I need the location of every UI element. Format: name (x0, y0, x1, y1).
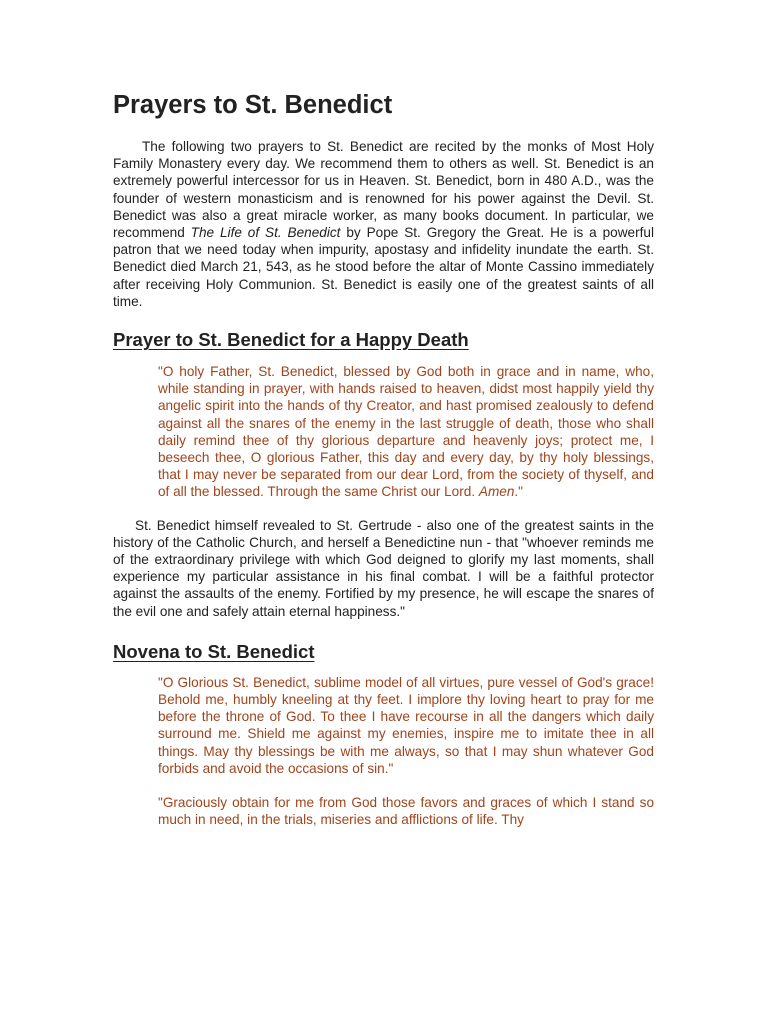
intro-text-part2: by Pope St. Gregory the Great. He is a powerful patron that we need today when impurity, apostasy and infidelity inundate the earth. St. Benedict died March 21, 543, as he stood before the altar of Monte Cassino immediately after receiving Holy Communion. St. Benedict is easily one of the greatest saints of all time. (113, 225, 654, 309)
page-title: Prayers to St. Benedict (113, 91, 393, 119)
prayer-happy-death-close: ." (514, 484, 524, 500)
novena-prayer-2: "Graciously obtain for me from God those favors and graces of which I stand so much in need, in the trials, miseries and afflictions of life. Thy (158, 795, 654, 828)
section-heading-novena: Novena to St. Benedict (113, 640, 315, 662)
prayer-happy-death (158, 363, 654, 501)
prayer-amen: Amen (478, 484, 515, 500)
intro-paragraph (113, 138, 654, 310)
intro-text-part1: The following two prayers to St. Benedict are recited by the monks of Most Holy Family Monastery every day. We recommend them to others as well. St. Benedict is an extremely powerful intercessor for us in Heaven. St. Benedict, born in 480 A.D., was the founder of western monasticism and is renowned for his power against the Devil. St. Benedict was also a great miracle worker, as many books document. In particular, we recommend (113, 139, 654, 241)
book-title: The Life of St. Benedict (190, 225, 341, 241)
prayer-happy-death-text: "O holy Father, St. Benedict, blessed by God both in grace and in name, who, while standing in prayer, with hands raised to heaven, didst most happily yield thy angelic spirit into the hands of thy Creator, and hast promised zealously to defend against all the snares of the enemy in the last struggle of death, those who shall daily remind thee of thy glorious departure and heavenly joys; protect me, I beseech thee, O glorious Father, this day and every day, by thy holy blessings, that I may never be separated from our dear Lord, from the society of thyself, and of all the blessed. Through the same Christ our Lord. (158, 364, 654, 500)
document-page (113, 88, 654, 829)
novena-prayer-1: "O Glorious St. Benedict, sublime model of all virtues, pure vessel of God's grace! Behold me, humbly kneeling at thy feet. I implore thy loving heart to pray for me before the throne of God. To thee I have recourse in all the dangers which daily surround me. Shield me against my enemies, inspire me to imitate thee in all things. May thy blessings be with me always, so that I may shun whatever God forbids and avoid the occasions of sin." (158, 674, 654, 776)
section-heading-happy-death: Prayer to St. Benedict for a Happy Death (113, 329, 469, 351)
gertrude-paragraph: St. Benedict himself revealed to St. Gertrude - also one of the greatest saints in the history of the Catholic Church, and herself a Benedictine nun - that "whoever reminds me of the extraordinary privilege with which God deigned to glorify my last moments, shall experience my particular assistance in his final combat. I will be a faithful protector against the assaults of the enemy. Fortified by my presence, he will escape the snares of the evil one and safely attain eternal happiness." (113, 517, 654, 619)
